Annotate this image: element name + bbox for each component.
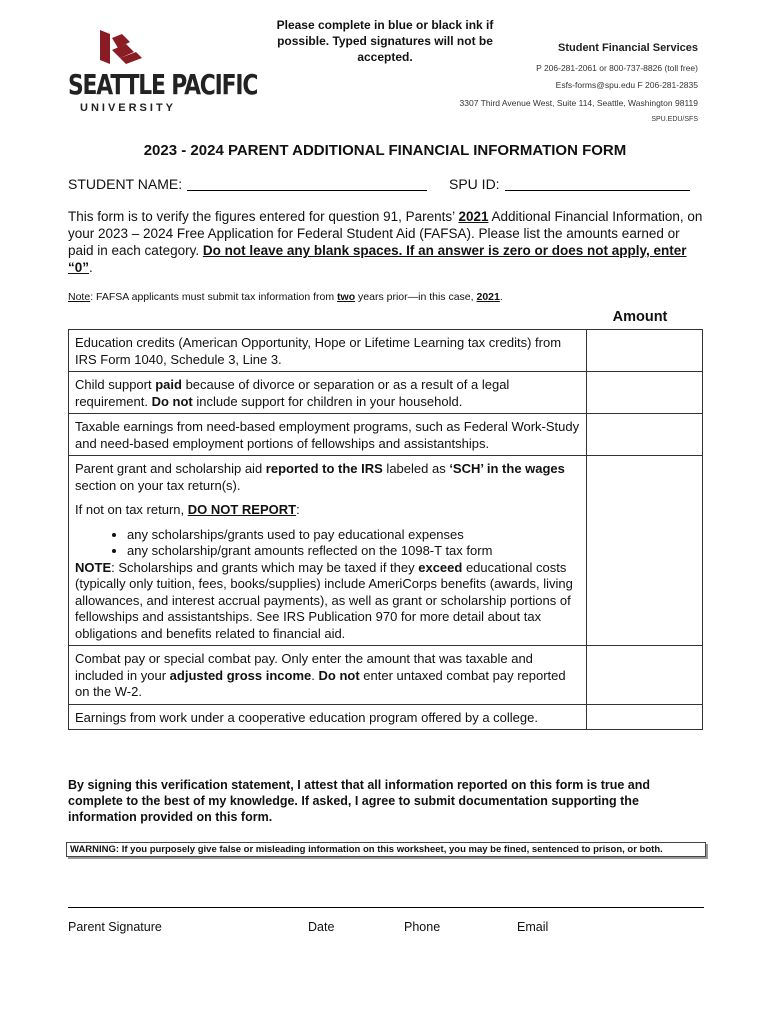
table-row bbox=[69, 372, 703, 414]
child-support-description bbox=[69, 372, 587, 414]
row-text: Taxable earnings from need-based employment programs, such as Federal Work-Study and need-based employment portions of fellowships and assistantships. bbox=[75, 419, 580, 451]
intro-text: This form is to verify the figures entered for question 91, Parents’ bbox=[68, 209, 459, 224]
combat-pay-description bbox=[69, 646, 587, 705]
note-text-2: years prior—in this case, bbox=[355, 291, 477, 303]
financial-info-table bbox=[68, 329, 703, 730]
row-text: because of divorce or separation or as a result of a legal requirement. bbox=[75, 377, 510, 409]
note-end: . bbox=[499, 291, 503, 303]
spu-id-field[interactable] bbox=[505, 176, 690, 191]
row-text: Child support bbox=[75, 377, 156, 392]
combat-pay-amount-field[interactable] bbox=[587, 646, 703, 705]
row-text: Education credits (American Opportunity, Hope or Lifetime Learning tax credits) from IRS Form 1040, Schedule 3, Line 3. bbox=[75, 335, 562, 367]
table-row bbox=[69, 456, 703, 646]
taxable-earnings-description bbox=[69, 414, 587, 456]
note-two: two bbox=[337, 291, 356, 303]
email-label: Email bbox=[517, 920, 549, 934]
grant-scholarship-amount-field[interactable] bbox=[587, 456, 703, 646]
intro-text-2: Additional Financial Information, on your 2023 – 2024 Free Application for Federal Student Aid (FAFSA). Please list the amounts earned or paid in each category. bbox=[68, 209, 703, 258]
child-support-amount-field[interactable] bbox=[587, 372, 703, 414]
coop-earnings-amount-field[interactable] bbox=[587, 704, 703, 730]
student-name-label: STUDENT NAME: bbox=[68, 176, 183, 192]
form-title: 2023 - 2024 PARENT ADDITIONAL FINANCIAL INFORMATION FORM bbox=[143, 142, 627, 159]
office-phone: P 206-281-2061 or 800-737-8826 (toll free) bbox=[536, 63, 698, 73]
row-text: : Scholarships and grants which may be taxed if they bbox=[111, 559, 419, 575]
row-text: enter untaxed combat pay reported on the W-2. bbox=[75, 667, 566, 699]
note-label: Note bbox=[68, 291, 91, 303]
ink-instructions: Please complete in blue or black ink if possible. Typed signatures will not be accepted. bbox=[276, 18, 494, 64]
office-email-fax: Esfs-forms@spu.edu F 206-281-2835 bbox=[555, 80, 698, 90]
intro-year: 2021 bbox=[458, 209, 489, 224]
row-text: educational costs (typically only tuition, fees, books/supplies) include AmeriCorps benefits (awards, living allowances, and interest accrual payments), as well as grant or scholarship portions of fellowships and assistantships. See IRS Publication 970 for more detail about tax obligations and benefits related to financial aid. bbox=[75, 559, 573, 641]
tax-year-note bbox=[68, 291, 503, 303]
table-row bbox=[69, 704, 703, 730]
row-text: section on your tax return(s). bbox=[75, 477, 241, 493]
row-bold: ‘SCH’ in the wages bbox=[449, 461, 565, 476]
row-bold: exceed bbox=[418, 559, 463, 575]
warning-box: WARNING: If you purposely give false or misleading information on this worksheet, you may be fined, sentenced to prison, or both. bbox=[66, 842, 706, 857]
office-web: SPU.EDU/SFS bbox=[651, 116, 698, 123]
row-bold: paid bbox=[155, 377, 182, 392]
intro-end: . bbox=[89, 260, 93, 275]
row-text: Earnings from work under a cooperative education program offered by a college. bbox=[75, 709, 538, 725]
row-bold: Do not bbox=[151, 393, 193, 409]
education-credits-description bbox=[69, 330, 587, 372]
office-address: 3307 Third Avenue West, Suite 114, Seattle, Washington 98119 bbox=[459, 98, 698, 108]
row-text: Parent grant and scholarship aid bbox=[75, 461, 266, 476]
student-name-field[interactable] bbox=[187, 176, 427, 191]
row-text: labeled as bbox=[382, 461, 450, 476]
row-note-label: NOTE bbox=[75, 559, 112, 575]
note-year: 2021 bbox=[476, 291, 500, 303]
row-text: . bbox=[311, 667, 319, 683]
logo-wordmark: SEATTLE PACIFIC bbox=[68, 68, 258, 101]
row-text: If not on tax return, bbox=[75, 502, 188, 517]
row-text: Combat pay or special combat pay. Only enter the amount that was taxable and included in your bbox=[75, 651, 533, 683]
amount-column-header: Amount bbox=[612, 309, 668, 325]
office-title: Student Financial Services bbox=[558, 42, 698, 54]
row-text: : bbox=[296, 502, 300, 517]
intro-emphasis: Do not leave any blank spaces. If an answer is zero or does not apply, enter “0” bbox=[68, 243, 687, 275]
taxable-earnings-amount-field[interactable] bbox=[587, 414, 703, 456]
exclusion-list bbox=[75, 527, 580, 560]
grant-scholarship-description bbox=[69, 456, 587, 646]
coop-earnings-description bbox=[69, 704, 587, 730]
phone-label: Phone bbox=[404, 920, 441, 934]
row-bold: reported to the IRS bbox=[265, 461, 383, 476]
do-not-report: DO NOT REPORT bbox=[187, 502, 297, 517]
attestation-statement: By signing this verification statement, I attest that all information reported on this form is true and complete to the best of my knowledge. If asked, I agree to submit documentation supporting the information provided on this form. bbox=[68, 778, 651, 824]
note-text: : FAFSA applicants must submit tax information from bbox=[90, 291, 338, 303]
row-bold: Do not bbox=[318, 667, 360, 683]
logo-subtitle: UNIVERSITY bbox=[80, 102, 177, 114]
education-credits-amount-field[interactable] bbox=[587, 330, 703, 372]
row-bold: adjusted gross income bbox=[169, 667, 312, 683]
table-row bbox=[69, 646, 703, 705]
spu-mark-icon bbox=[96, 28, 146, 68]
date-label: Date bbox=[308, 920, 335, 934]
table-row bbox=[69, 330, 703, 372]
list-item: • any scholarships/grants used to pay educational expenses bbox=[127, 527, 580, 544]
table-row bbox=[69, 414, 703, 456]
signature-line[interactable] bbox=[68, 907, 704, 908]
spu-id-label: SPU ID: bbox=[449, 176, 500, 192]
parent-signature-label: Parent Signature bbox=[68, 920, 162, 934]
university-logo bbox=[68, 28, 258, 118]
list-item: • any scholarship/grant amounts reflected on the 1098-T tax form bbox=[127, 543, 580, 560]
row-text: include support for children in your household. bbox=[192, 393, 463, 409]
intro-paragraph bbox=[68, 208, 708, 276]
